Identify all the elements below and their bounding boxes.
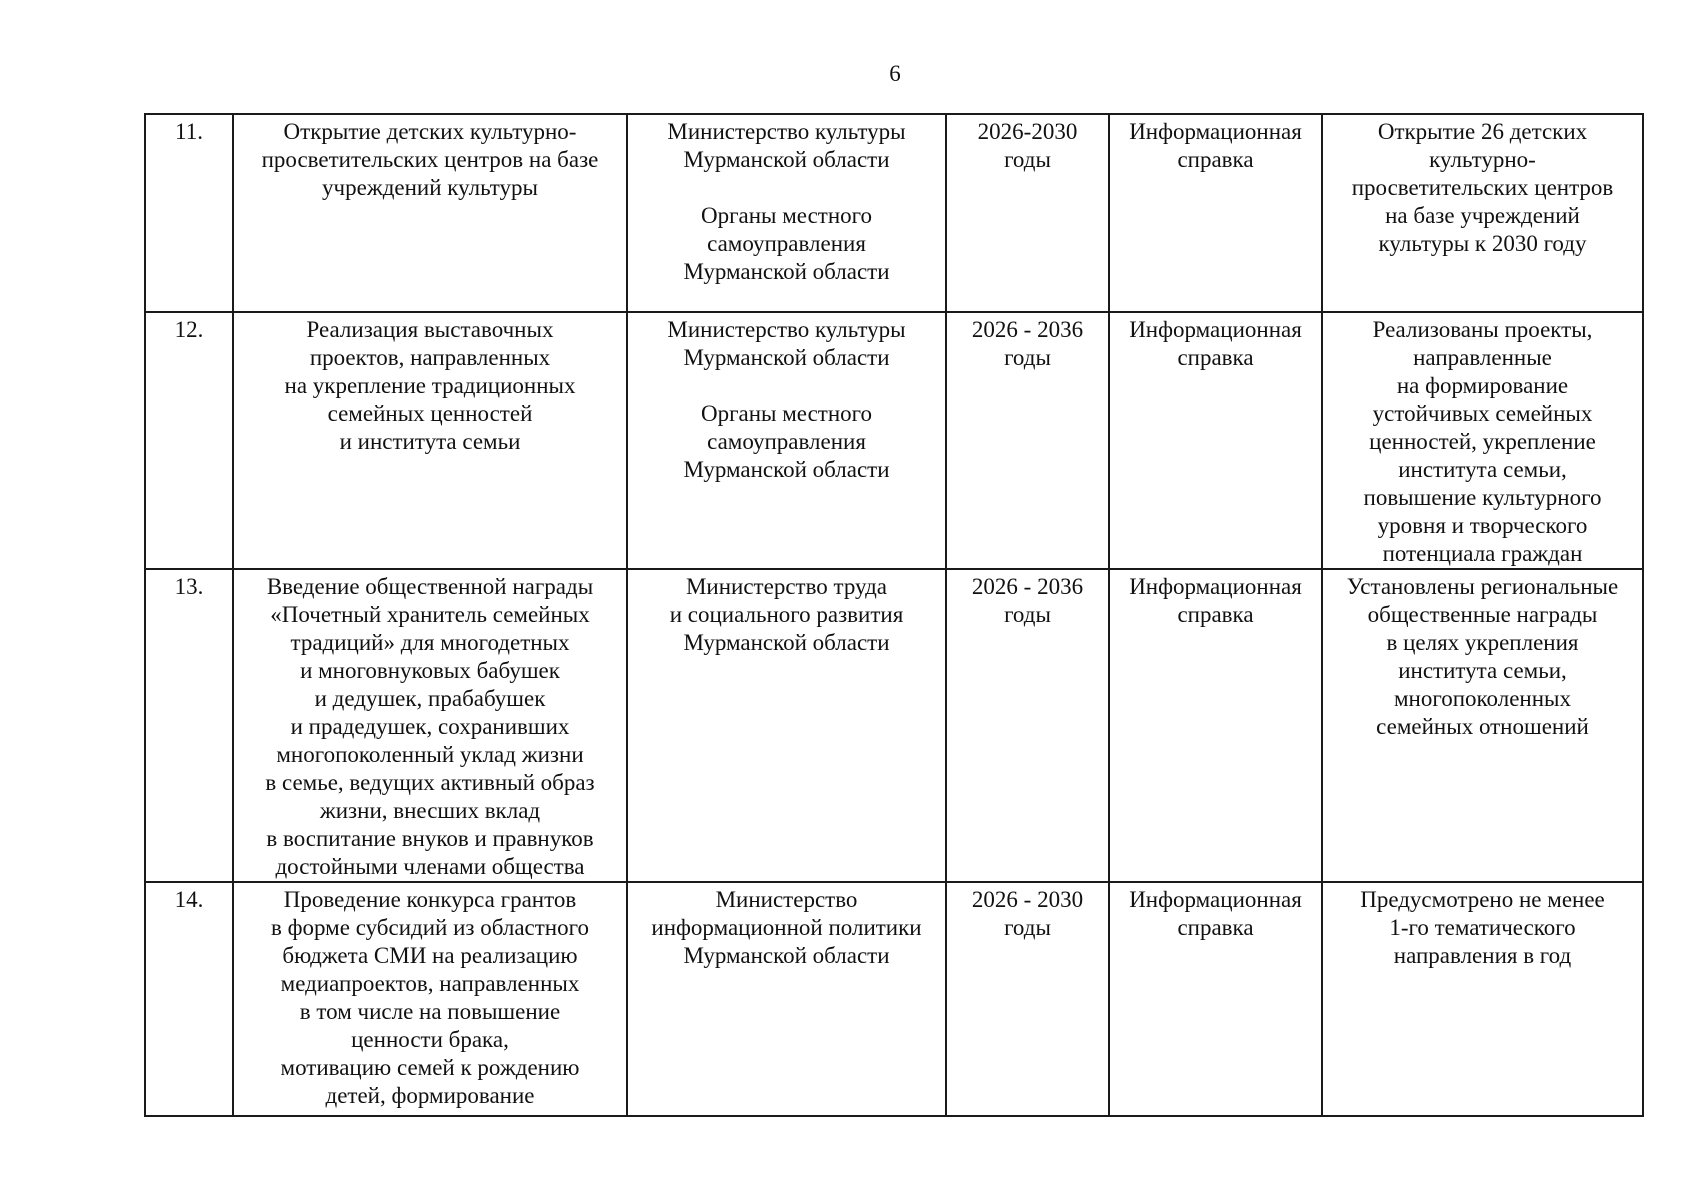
table-row (145, 114, 1643, 312)
period: 2026-2030 годы (946, 114, 1109, 312)
event-name: Реализация выставочных проектов, направленных на укрепление традиционных семейных ценностей и института семьи (233, 312, 627, 569)
report-type: Информационная справка (1109, 569, 1322, 882)
row-number: 14. (145, 882, 233, 1116)
activities-table (144, 113, 1644, 1117)
page-number: 6 (889, 61, 901, 86)
expected-result: Открытие 26 детских культурно- просветительских центров на базе учреждений культуры к 2030 году (1322, 114, 1643, 312)
row-number: 11. (145, 114, 233, 312)
table-row (145, 569, 1643, 882)
event-name: Проведение конкурса грантов в форме субсидий из областного бюджета СМИ на реализацию медиапроектов, направленных в том числе на повышение ценности брака, мотивацию семей к рождению детей, формирование (233, 882, 627, 1116)
executor: Министерство труда и социального развития Мурманской области (627, 569, 946, 882)
period: 2026 - 2036 годы (946, 569, 1109, 882)
row-number: 13. (145, 569, 233, 882)
expected-result: Установлены региональные общественные награды в целях укрепления института семьи, многопоколенных семейных отношений (1322, 569, 1643, 882)
event-name: Открытие детских культурно- просветительских центров на базе учреждений культуры (233, 114, 627, 312)
expected-result: Реализованы проекты, направленные на формирование устойчивых семейных ценностей, укрепление института семьи, повышение культурного уровня и творческого потенциала граждан (1322, 312, 1643, 569)
report-type: Информационная справка (1109, 312, 1322, 569)
expected-result: Предусмотрено не менее 1-го тематического направления в год (1322, 882, 1643, 1116)
event-name: Введение общественной награды «Почетный хранитель семейных традиций» для многодетных и многовнуковых бабушек и дедушек, прабабушек и прадедушек, сохранивших многопоколенный уклад жизни в семье, ведущих активный образ жизни, внесших вклад в воспитание внуков и правнуков достойными членами общества (233, 569, 627, 882)
executor: Министерство культуры Мурманской области Органы местного самоуправления Мурманской области (627, 312, 946, 569)
row-number: 12. (145, 312, 233, 569)
report-type: Информационная справка (1109, 882, 1322, 1116)
report-type: Информационная справка (1109, 114, 1322, 312)
table-row (145, 312, 1643, 569)
period: 2026 - 2030 годы (946, 882, 1109, 1116)
executor: Министерство информационной политики Мурманской области (627, 882, 946, 1116)
period: 2026 - 2036 годы (946, 312, 1109, 569)
table-row (145, 882, 1643, 1116)
executor: Министерство культуры Мурманской области Органы местного самоуправления Мурманской области (627, 114, 946, 312)
